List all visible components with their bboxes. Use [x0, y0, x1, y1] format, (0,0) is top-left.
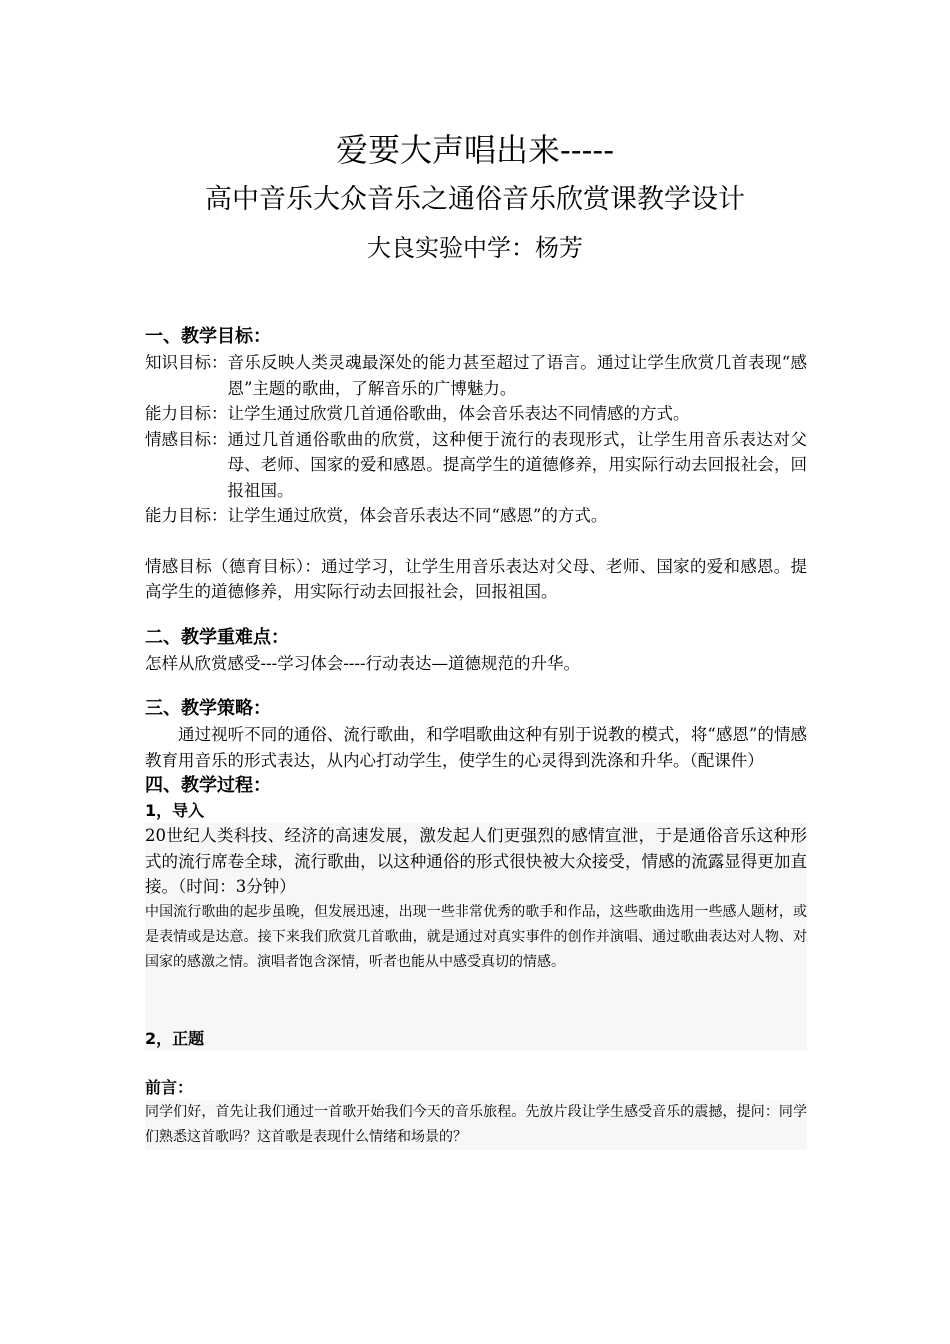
- step-heading-main: 2，正题: [145, 1028, 205, 1048]
- doc-body: [145, 318, 807, 1150]
- objective-text: 音乐反映人类灵魂最深处的能力甚至超过了语言。通过让学生欣赏几首表现“感恩”主题的歌曲，了解音乐的广博魅力。: [227, 353, 807, 398]
- spacer: [145, 529, 807, 554]
- objective-text: 让学生通过欣赏几首通俗歌曲，体会音乐表达不同情感的方式。: [227, 404, 690, 423]
- objective-label: 能力目标：: [145, 404, 228, 423]
- section-heading-strategy: 三、教学策略：: [145, 698, 271, 719]
- intro-block: [145, 823, 807, 1051]
- objective-text: 通过几首通俗歌曲的欣赏，这种便于流行的表现形式，让学生用音乐表达对父母、老师、国家的爱和感恩。提高学生的道德修养，用实际行动去回报社会，回报祖国。: [227, 429, 807, 500]
- preface-heading: 前言：: [145, 1077, 194, 1097]
- preface-text: 同学们好，首先让我们通过一首歌开始我们今天的音乐旅程。先放片段让学生感受音乐的震撼，提问：同学们熟悉这首歌吗？这首歌是表现什么情绪和场景的？: [145, 1100, 807, 1150]
- moral-objective: 情感目标（德育目标）：通过学习，让学生用音乐表达对父母、老师、国家的爱和感恩。提高学生的道德修养，用实际行动去回报社会，回报祖国。: [145, 556, 807, 601]
- strategy-text: 通过视听不同的通俗、流行歌曲，和学唱歌曲这种有别于说教的模式，将“感恩”的情感教育用音乐的形式表达，从内心打动学生，使学生的心灵得到洗涤和升华。（配课件）: [145, 725, 807, 770]
- step-heading-intro: 1，导入: [145, 801, 205, 820]
- objective-label: 情感目标：: [145, 429, 228, 449]
- objective-label: 知识目标：: [145, 353, 228, 372]
- objective-ability: [145, 401, 807, 427]
- section-heading-objectives: 一、教学目标：: [145, 326, 271, 347]
- objective-label: 能力目标：: [145, 506, 228, 525]
- doc-subtitle: 高中音乐大众音乐之通俗音乐欣赏课教学设计: [205, 184, 745, 215]
- doc-title: 爱要大声唱出来-----: [335, 131, 615, 169]
- objective-ability-2: [145, 503, 807, 529]
- objective-emotion: [145, 427, 807, 504]
- spacer: [145, 1051, 807, 1076]
- intro-paragraph-1: 20世纪人类科技、经济的高速发展，激发起人们更强烈的感情宣泄，于是通俗音乐这种形式的流行席卷全球，流行歌曲，以这种通俗的形式很快被大众接受，情感的流露显得更加直接。（时间：3分钟）: [145, 826, 807, 896]
- objective-text: 让学生通过欣赏，体会音乐表达不同“感恩”的方式。: [227, 506, 608, 525]
- intro-paragraph-2: 中国流行歌曲的起步虽晚，但发展迅速，出现一些非常优秀的歌手和作品，这些歌曲选用一些感人题材，或是表情或是达意。接下来我们欣赏几首歌曲，就是通过对真实事件的创作并演唱、通过歌曲表达对人物、对国家的感激之情。演唱者饱含深情，听者也能从中感受真切的情感。: [145, 903, 807, 970]
- section-heading-keypoints: 二、教学重难点：: [145, 626, 289, 648]
- section-heading-process: 四、教学过程：: [145, 775, 271, 796]
- objective-knowledge: [145, 350, 807, 401]
- keypoints-text: 怎样从欣赏感受---学习体会----行动表达—道德规范的升华。: [145, 653, 581, 673]
- doc-author: 大良实验中学：杨芳: [367, 234, 583, 262]
